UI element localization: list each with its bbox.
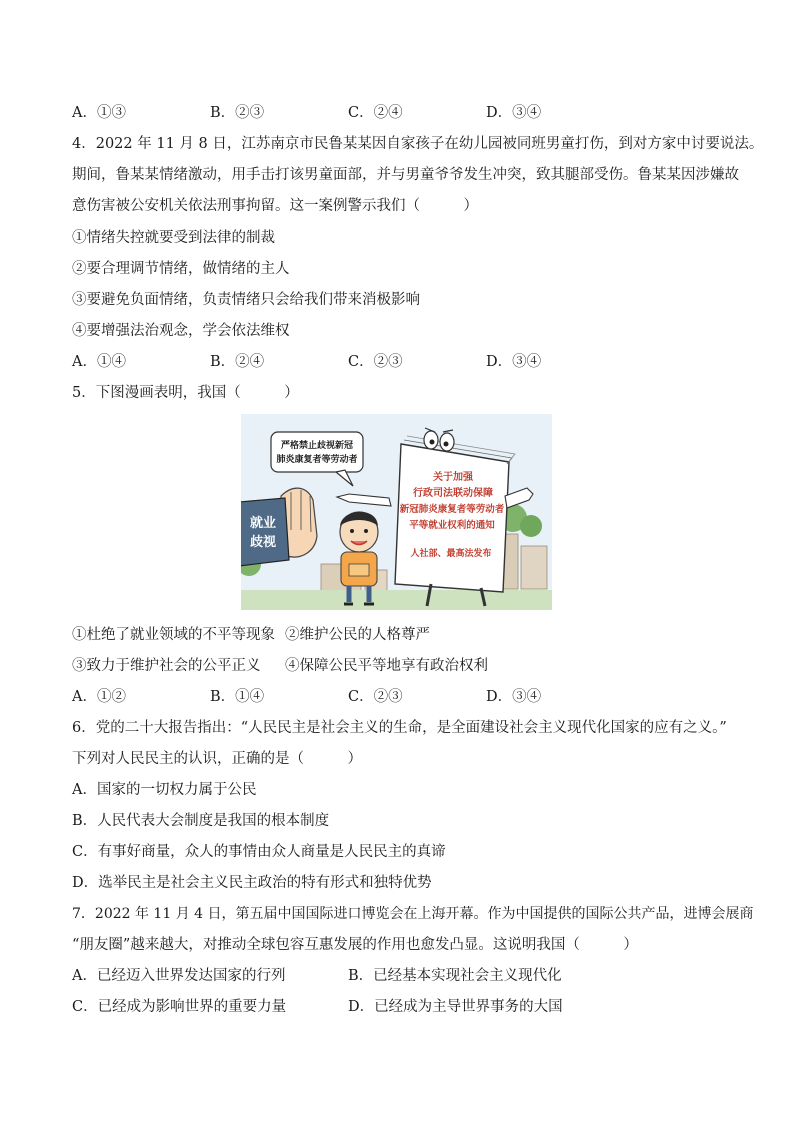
- cartoon-bubble-line-1: 严格禁止歧视新冠: [280, 441, 354, 451]
- q6-stem-line-2: 下列对人民民主的认识，正确的是（ ）: [72, 751, 362, 767]
- q7-stem-line-1: 7．2022 年 11 月 4 日，第五届中国国际进口博览会在上海开幕。作为中国提供的国际公共产品，进博会展商: [72, 906, 754, 922]
- q4-statement-1: ①情绪失控就要受到法律的制裁: [72, 230, 275, 246]
- q4-options: [72, 352, 732, 372]
- q3-option-c: C．②④: [348, 105, 403, 121]
- q4-statement-3: ③要避免负面情绪，负责情绪只会给我们带来消极影响: [72, 292, 420, 308]
- q6-option-b: B．人民代表大会制度是我国的根本制度: [72, 813, 330, 829]
- q3-options: [72, 103, 732, 123]
- cartoon-doc-line-5: 人社部、最高法发布: [410, 549, 492, 559]
- q7-stem-line-2: “朋友圈”越来越大，对推动全球包容互惠发展的作用也愈发凸显。这说明我国（ ）: [72, 937, 638, 953]
- q4-option-b: B．②④: [210, 354, 265, 370]
- q5-statement-1: ①杜绝了就业领域的不平等现象: [72, 627, 275, 643]
- cartoon-sleeve-line-1: 就业: [249, 516, 277, 531]
- q3-option-a: A．①③: [72, 105, 126, 121]
- cartoon-doc-line-1: 关于加强: [433, 472, 473, 483]
- cartoon-sleeve-line-2: 歧视: [249, 535, 277, 550]
- q5-statements-row-1: [72, 625, 732, 645]
- q4-stem-line-1: 4．2022 年 11 月 8 日，江苏南京市民鲁某某因自家孩子在幼儿园被同班男童打伤，到对方家中讨要说法。: [72, 136, 764, 152]
- q5-statement-4: ④保障公民平等地享有政治权利: [285, 658, 488, 674]
- q4-statement-2: ②要合理调节情绪，做情绪的主人: [72, 261, 290, 277]
- q5-option-c: C．②③: [348, 689, 403, 705]
- q7-option-b: B．已经基本实现社会主义现代化: [348, 968, 562, 984]
- q7-options-row-1: [72, 966, 732, 986]
- q5-option-a: A．①②: [72, 689, 126, 705]
- q6-stem-line-1: 6．党的二十大报告指出：“人民民主是社会主义的生命，是全面建设社会主义现代化国家的应有之义。”: [72, 720, 727, 736]
- q5-option-b: B．①④: [210, 689, 265, 705]
- q5-statement-2: ②维护公民的人格尊严: [285, 627, 430, 643]
- q5-option-d: D．③④: [486, 689, 542, 705]
- q3-option-b: B．②③: [210, 105, 265, 121]
- q4-option-c: C．②③: [348, 354, 403, 370]
- cartoon-doc-line-2: 行政司法联动保障: [413, 488, 493, 499]
- q7-option-d: D．已经成为主导世界事务的大国: [348, 999, 563, 1015]
- q3-option-d: D．③④: [486, 105, 542, 121]
- q4-option-d: D．③④: [486, 354, 542, 370]
- cartoon-image: [241, 414, 552, 610]
- q4-stem-line-2: 期间，鲁某某情绪激动，用手击打该男童面部，并与男童爷爷发生冲突，致其腿部受伤。鲁某某因涉嫌故: [72, 167, 739, 183]
- q4-option-a: A．①④: [72, 354, 126, 370]
- q5-statement-3: ③致力于维护社会的公平正义: [72, 658, 261, 674]
- q5-stem: 5．下图漫画表明，我国（ ）: [72, 385, 299, 401]
- q7-option-c: C．已经成为影响世界的重要力量: [72, 999, 287, 1015]
- cartoon-doc-line-4: 平等就业权利的通知: [409, 520, 495, 531]
- q6-option-a: A．国家的一切权力属于公民: [72, 782, 257, 798]
- q6-option-d: D．选举民主是社会主义民主政治的特有形式和独特优势: [72, 875, 432, 891]
- q7-options-row-2: [72, 997, 732, 1017]
- q5-options: [72, 687, 732, 707]
- q5-statements-row-2: [72, 656, 732, 676]
- cartoon-doc-line-3: 新冠肺炎康复者等劳动者: [399, 504, 505, 515]
- q7-option-a: A．已经迈入世界发达国家的行列: [72, 968, 286, 984]
- q6-option-c: C．有事好商量，众人的事情由众人商量是人民民主的真谛: [72, 844, 446, 860]
- q4-stem-line-3: 意伤害被公安机关依法刑事拘留。这一案例警示我们（ ）: [72, 198, 478, 214]
- cartoon-bubble-line-2: 肺炎康复者等劳动者: [276, 455, 358, 465]
- q4-statement-4: ④要增强法治观念，学会依法维权: [72, 323, 290, 339]
